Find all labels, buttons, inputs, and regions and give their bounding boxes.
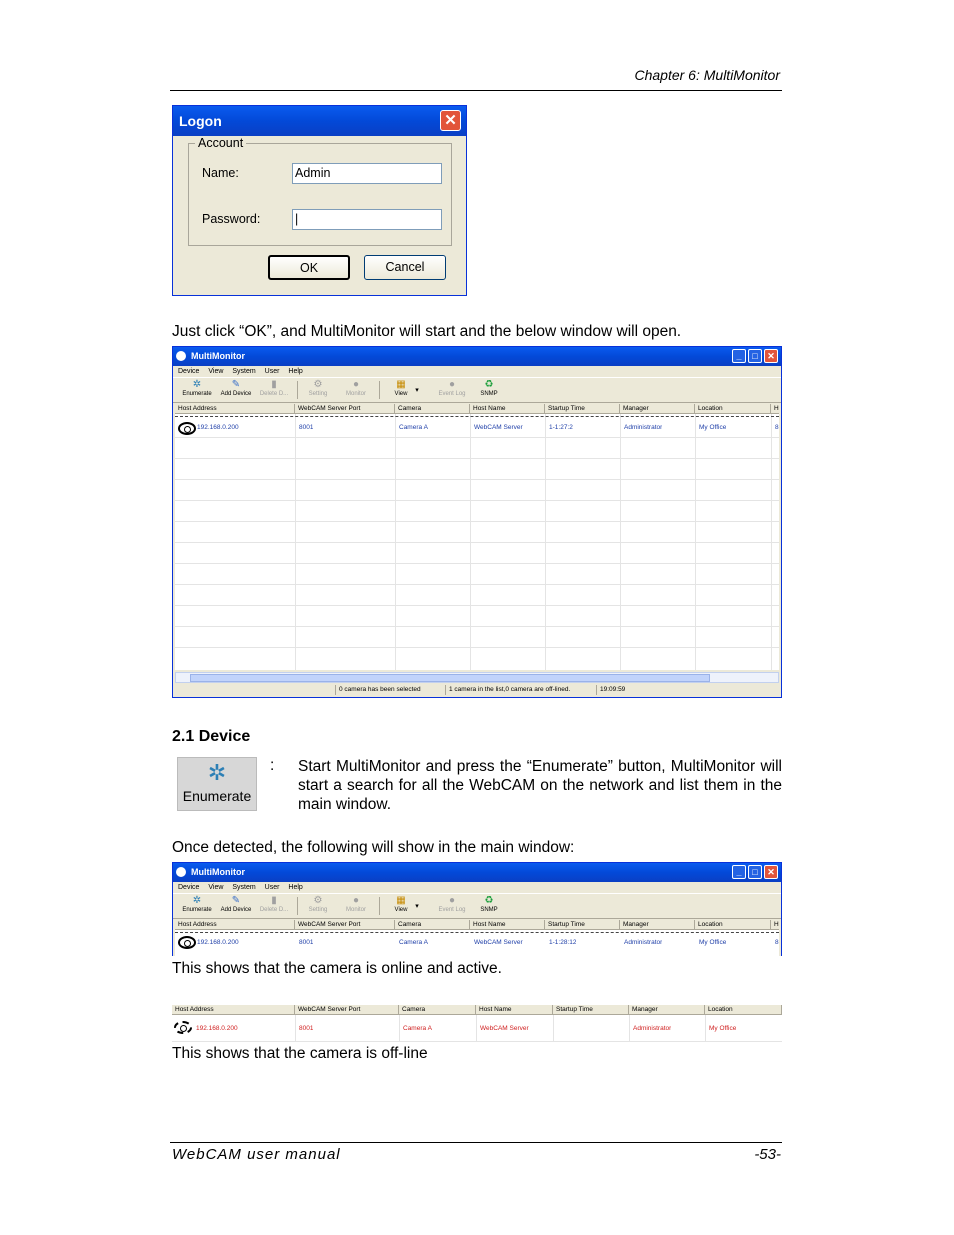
logon-titlebar	[173, 106, 466, 136]
setting-icon: ⚙	[313, 379, 323, 390]
snmp-button[interactable]: ♻ SNMP	[480, 379, 498, 397]
logon-title: Logon	[179, 113, 222, 129]
menu-device[interactable]: Device	[178, 884, 200, 891]
window-title: MultiMonitor	[191, 867, 245, 877]
delete-icon: ▮	[271, 895, 277, 906]
col-h[interactable]: H	[771, 920, 779, 930]
name-field[interactable]: Admin	[292, 163, 442, 184]
col-camera[interactable]: Camera	[395, 920, 470, 930]
col-startup-time[interactable]: Startup Time	[545, 920, 620, 930]
snmp-icon: ♻	[484, 895, 494, 906]
menu-help[interactable]: Help	[288, 884, 303, 891]
col-host-name[interactable]: Host Name	[470, 920, 545, 930]
toolbar	[173, 377, 781, 403]
enumerate-button[interactable]: ✲ Enumerate	[182, 895, 212, 913]
col-host-name[interactable]: Host Name	[476, 1005, 553, 1015]
delete-icon: ▮	[271, 379, 277, 390]
close-icon[interactable]: ✕	[764, 865, 778, 879]
window-titlebar	[173, 347, 781, 366]
enumerate-icon: ✲	[207, 760, 227, 785]
col-location[interactable]: Location	[695, 920, 771, 930]
menu-bar	[173, 366, 781, 377]
status-count: 1 camera in the list,0 camera are off-lined.	[445, 685, 570, 695]
delete-device-button[interactable]: ▮ Delete D...	[259, 379, 289, 397]
menu-view[interactable]: View	[208, 368, 224, 375]
status-selected: 0 camera has been selected	[335, 685, 421, 695]
menu-system[interactable]: System	[232, 368, 256, 375]
device-description: Start MultiMonitor and press the “Enumerate” button, MultiMonitor will start a search for all the WebCAM on the network and list them in the main window.	[298, 758, 782, 813]
col-server-port[interactable]: WebCAM Server Port	[295, 920, 395, 930]
minimize-icon[interactable]: _	[732, 349, 746, 363]
name-label: Name:	[202, 166, 239, 180]
setting-button[interactable]: ⚙ Setting	[308, 895, 328, 913]
close-icon[interactable]: ✕	[764, 349, 778, 363]
colon: :	[270, 757, 275, 774]
horizontal-scrollbar[interactable]	[175, 672, 779, 683]
col-startup-time[interactable]: Startup Time	[545, 404, 620, 414]
footer-rule	[170, 1142, 782, 1143]
chapter-header: Chapter 6: MultiMonitor	[634, 67, 780, 83]
camera-list: Host Address WebCAM Server Port Camera Host Name Startup Time Manager Location H 192.168.0.200 8001 Camera A WebCAM Server 1-1:28:12 Administrator My Office 8	[175, 920, 779, 956]
camera-list: Host Address WebCAM Server Port Camera Host Name Startup Time Manager Location H 192.168.0.200 8001 Camera A WebCAM Server 1-1:27:2 Administrator My Office 8	[175, 404, 779, 670]
maximize-icon[interactable]: □	[748, 865, 762, 879]
col-location[interactable]: Location	[695, 404, 771, 414]
view-icon: ▦	[396, 895, 406, 906]
add-device-icon: ✎	[231, 895, 241, 906]
header-rule	[170, 90, 782, 91]
monitor-icon: ●	[352, 895, 360, 906]
cancel-button[interactable]: Cancel	[364, 255, 446, 280]
col-camera[interactable]: Camera	[395, 404, 470, 414]
col-server-port[interactable]: WebCAM Server Port	[295, 1005, 399, 1015]
section-heading: 2.1 Device	[172, 728, 251, 745]
status-time: 19:09:59	[596, 685, 625, 695]
enumerate-button[interactable]: ✲ Enumerate	[182, 379, 212, 397]
close-icon[interactable]: ✕	[440, 110, 461, 131]
col-manager[interactable]: Manager	[620, 404, 695, 414]
view-dropdown-icon[interactable]: ▾	[415, 903, 419, 910]
menu-user[interactable]: User	[264, 368, 280, 375]
online-note: This shows that the camera is online and active.	[172, 960, 502, 977]
enumerate-icon-image: ✲ Enumerate	[177, 757, 257, 811]
event-log-button[interactable]: ● Event Log	[438, 379, 466, 397]
camera-online-icon	[178, 422, 196, 435]
snmp-icon: ♻	[484, 379, 494, 390]
monitor-icon: ●	[352, 379, 360, 390]
intro-text: Just click “OK”, and MultiMonitor will start and the below window will open.	[172, 323, 682, 340]
event-log-icon: ●	[448, 379, 456, 390]
ok-button[interactable]: OK	[268, 255, 350, 280]
account-group-label: Account	[195, 136, 246, 150]
offline-camera-list: Host Address WebCAM Server Port Camera Host Name Startup Time Manager Location 192.168.0.200 8001 Camera A WebCAM Server Administrator My Office	[172, 1005, 782, 1042]
event-log-icon: ●	[448, 895, 456, 906]
minimize-icon[interactable]: _	[732, 865, 746, 879]
once-detected-text: Once detected, the following will show in the main window:	[172, 839, 575, 856]
status-bar	[175, 685, 779, 695]
view-icon: ▦	[396, 379, 406, 390]
scrollbar-thumb[interactable]	[190, 674, 710, 682]
multimonitor-window	[172, 346, 782, 698]
camera-online-icon	[178, 936, 196, 949]
menu-view[interactable]: View	[208, 884, 224, 891]
app-icon	[176, 351, 186, 361]
snmp-button[interactable]: ♻ SNMP	[480, 895, 498, 913]
footer-title: WebCAM user manual	[172, 1146, 341, 1163]
toolbar	[173, 893, 781, 919]
menu-user[interactable]: User	[264, 884, 280, 891]
col-startup-time[interactable]: Startup Time	[553, 1005, 629, 1015]
col-camera[interactable]: Camera	[399, 1005, 476, 1015]
add-device-button[interactable]: ✎ Add Device	[220, 379, 252, 397]
menu-help[interactable]: Help	[288, 368, 303, 375]
setting-icon: ⚙	[313, 895, 323, 906]
view-button[interactable]: ▦ View	[394, 379, 408, 397]
enumerate-icon: ✲	[192, 895, 202, 906]
setting-button[interactable]: ⚙ Setting	[308, 379, 328, 397]
window-titlebar	[173, 863, 781, 882]
col-manager[interactable]: Manager	[629, 1005, 705, 1015]
col-manager[interactable]: Manager	[620, 920, 695, 930]
monitor-button[interactable]: ● Monitor	[345, 379, 366, 397]
delete-device-button[interactable]: ▮ Delete D...	[259, 895, 289, 913]
col-host-address[interactable]: Host Address	[172, 1005, 295, 1015]
event-log-button[interactable]: ● Event Log	[438, 895, 466, 913]
col-server-port[interactable]: WebCAM Server Port	[295, 404, 395, 414]
enumerate-icon: ✲	[192, 379, 202, 390]
col-host-address[interactable]: Host Address	[175, 404, 295, 414]
offline-note: This shows that the camera is off-line	[172, 1045, 428, 1062]
multimonitor-window-online	[172, 862, 782, 956]
password-field[interactable]: |	[292, 209, 442, 230]
account-group	[188, 143, 452, 246]
add-device-button[interactable]: ✎ Add Device	[220, 895, 252, 913]
page-number: -53-	[754, 1146, 781, 1163]
menu-bar	[173, 882, 781, 893]
maximize-icon[interactable]: □	[748, 349, 762, 363]
view-dropdown-icon[interactable]: ▾	[415, 387, 419, 394]
col-location[interactable]: Location	[705, 1005, 782, 1015]
app-icon	[176, 867, 186, 877]
col-h[interactable]: H	[771, 404, 779, 414]
menu-device[interactable]: Device	[178, 368, 200, 375]
password-label: Password:	[202, 212, 261, 226]
window-title: MultiMonitor	[191, 351, 245, 361]
col-host-name[interactable]: Host Name	[470, 404, 545, 414]
logon-dialog	[172, 105, 467, 296]
view-button[interactable]: ▦ View	[394, 895, 408, 913]
add-device-icon: ✎	[231, 379, 241, 390]
menu-system[interactable]: System	[232, 884, 256, 891]
monitor-button[interactable]: ● Monitor	[345, 895, 366, 913]
camera-offline-icon	[174, 1021, 192, 1034]
col-host-address[interactable]: Host Address	[175, 920, 295, 930]
